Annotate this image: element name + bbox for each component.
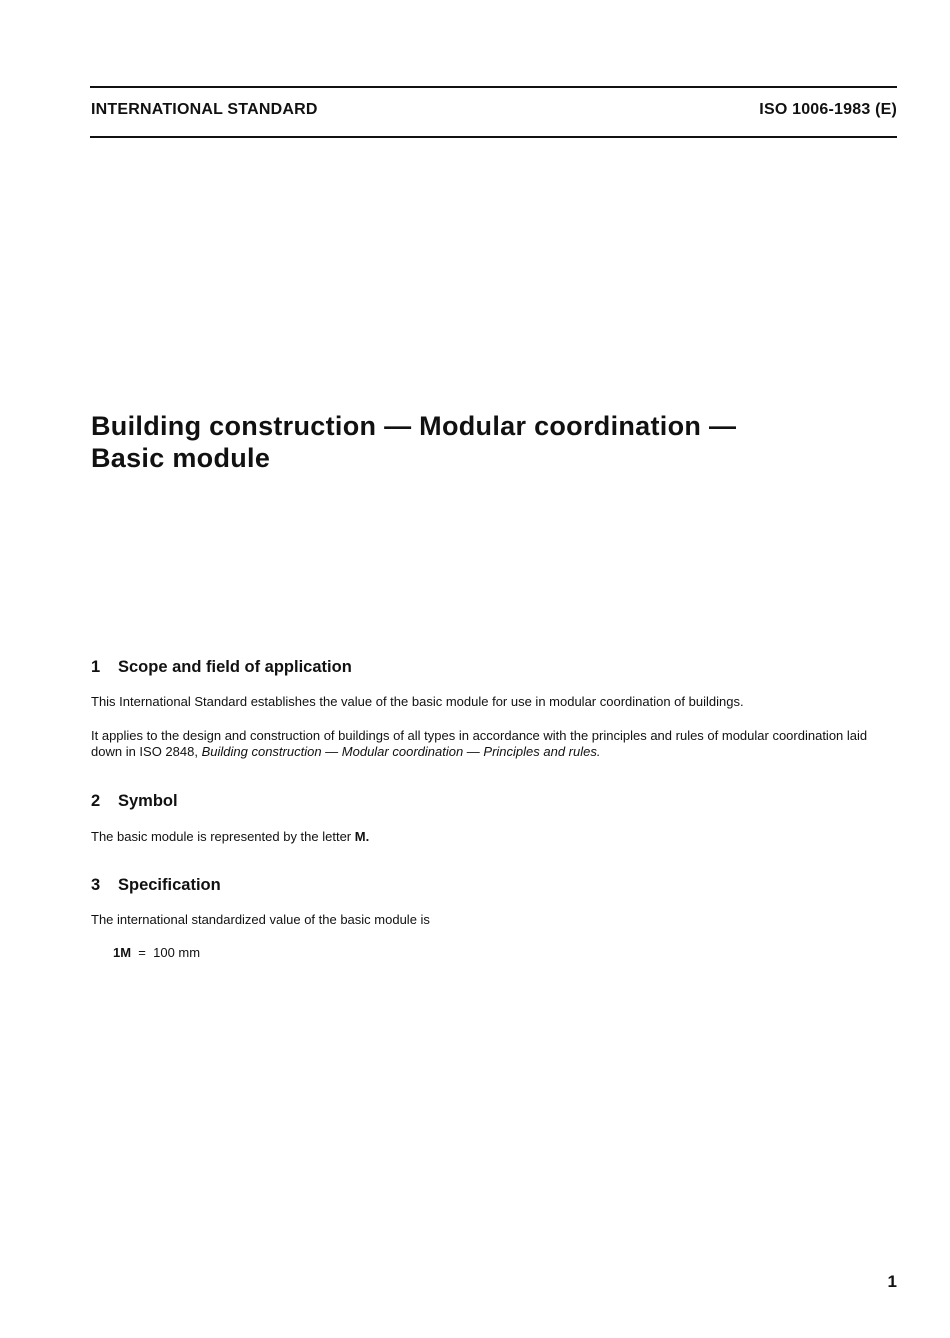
section-2-paragraph-text: The basic module is represented by the letter [91,829,352,844]
header-top-rule [90,86,897,88]
section-2-number: 2 [91,792,101,810]
document-title-line-2: Basic module [91,443,271,473]
section-3-title: Specification [118,876,221,894]
section-1-number: 1 [91,658,101,676]
section-2-heading [91,792,178,811]
section-3-number: 3 [91,876,101,894]
document-title-line-1: Building construction — Modular coordination — [91,411,737,441]
document-type-label: INTERNATIONAL STANDARD [91,101,318,118]
document-title [91,410,891,474]
section-1-heading [91,658,352,677]
section-1-paragraph-2 [91,728,901,760]
module-symbol: M. [354,829,370,844]
formula-lhs: 1M [113,945,132,960]
section-2-paragraph [91,829,901,845]
formula-operator: = [138,945,146,960]
module-value-formula [113,945,200,960]
section-3-heading [91,876,221,895]
header-bottom-rule [90,136,897,138]
referenced-standard-title: Building construction — Modular coordination — Principles and rules. [201,744,601,759]
formula-rhs: 100 mm [153,945,201,960]
section-1-paragraph-1: This International Standard establishes the value of the basic module for use in modular coordination of buildings. [91,694,744,709]
section-1-title: Scope and field of application [118,658,352,676]
section-3-paragraph: The international standardized value of the basic module is [91,912,430,927]
page-number: 1 [887,1272,897,1291]
standard-number-label: ISO 1006-1983 (E) [759,101,897,118]
section-2-title: Symbol [118,792,178,810]
section-1-paragraph-2-text: It applies to the design and construction of buildings of all types in accordance with the principles and rules of modular coordination laid down in ISO 2848, [91,728,868,759]
